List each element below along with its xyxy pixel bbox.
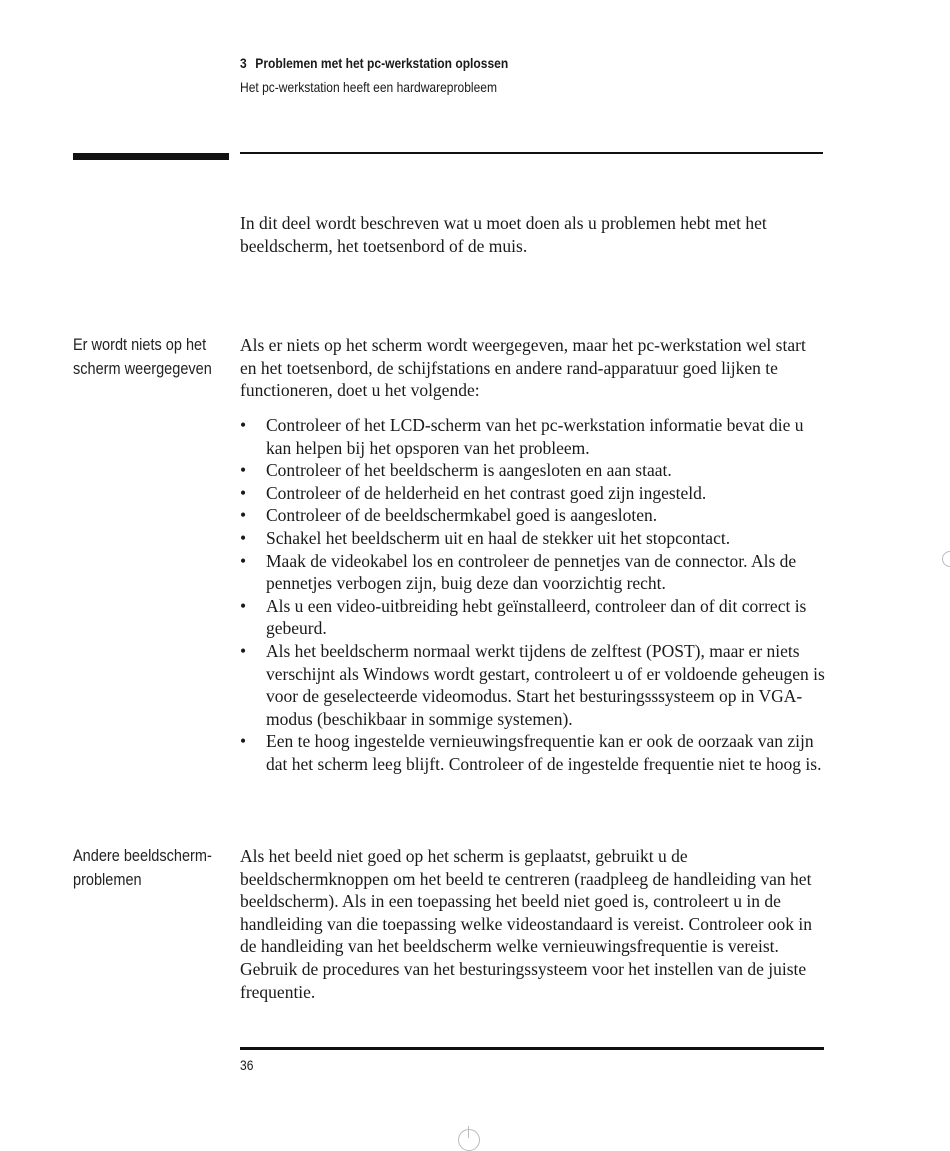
list-item-text: Controleer of het LCD-scherm van het pc-werkstation informatie bevat die u kan helpen bij het opsporen van het probleem. bbox=[266, 415, 804, 458]
bullet-icon: • bbox=[240, 640, 247, 661]
list-item-text: Maak de videokabel los en controleer de pennetjes van de connector. Als de pennetjes verbogen zijn, buig deze dan voorzichtig recht. bbox=[266, 550, 797, 594]
side-heading-other-problems: Andere beeldscherm-problemen bbox=[73, 847, 212, 889]
list-item bbox=[240, 527, 825, 550]
list-item bbox=[240, 414, 825, 459]
bullet-icon: • bbox=[240, 505, 247, 526]
list-item-text: Schakel het beeldscherm uit en haal de stekker uit het stopcontact. bbox=[266, 527, 731, 548]
list-item-text: Controleer of het beeldscherm is aangesloten en aan staat. bbox=[266, 460, 672, 481]
registration-mark-right bbox=[942, 551, 950, 567]
list-item-text: Een te hoog ingestelde vernieuwingsfrequentie kan er ook de oorzaak van zijn dat het scherm leeg blijft. Controleer of de ingestelde frequentie niet te hoog is. bbox=[266, 731, 822, 774]
bullet-icon: • bbox=[240, 415, 247, 435]
footer-rule bbox=[240, 1047, 824, 1050]
header-rule-thick bbox=[73, 153, 229, 160]
section-title: Het pc-werkstation heeft een hardwareprobleem bbox=[240, 79, 497, 95]
chapter-heading bbox=[240, 54, 508, 72]
list-item-text: Als het beeldscherm normaal werkt tijdens de zelftest (POST), maar er niets verschijnt als Windows wordt gestart, controleert u of er voldoende geheugen is voor de geselecteerde videomodus. Start het besturingsssysteem op in VGA-modus (beschikbaar in sommige systemen). bbox=[266, 640, 825, 729]
bullet-icon: • bbox=[240, 595, 247, 616]
list-item bbox=[240, 730, 825, 775]
other-problems-paragraph: Als het beeld niet goed op het scherm is geplaatst, gebruikt u de beeldschermknoppen om het beeld te centreren (raadpleeg de handleiding van het beeldscherm). Als in een toepassing het beeld niet goed is, controleert u in de handleiding van die toepassing welke videostandaard is vereist. Controleer ook in de handleiding van het beeldscherm welke vernieuwingsfrequentie is vereist. Gebruik de procedures van het besturingssysteem voor het instellen van de juiste frequentie. bbox=[240, 846, 813, 1002]
running-head bbox=[240, 54, 508, 96]
bullet-icon: • bbox=[240, 731, 247, 752]
list-item bbox=[240, 640, 825, 730]
list-item-text: Controleer of de beeldschermkabel goed is aangesloten. bbox=[266, 505, 658, 526]
troubleshooting-list bbox=[240, 414, 825, 776]
bullet-icon: • bbox=[240, 460, 247, 481]
list-item bbox=[240, 595, 825, 640]
side-heading-no-display: Er wordt niets op het scherm weergegeven bbox=[73, 336, 212, 378]
registration-mark-bottom bbox=[458, 1129, 480, 1151]
list-item bbox=[240, 504, 825, 527]
page-number: 36 bbox=[240, 1057, 254, 1073]
list-item bbox=[240, 550, 825, 595]
header-rule-thin bbox=[240, 152, 823, 154]
list-item bbox=[240, 482, 825, 505]
list-item bbox=[240, 459, 825, 482]
chapter-number: 3 bbox=[240, 55, 247, 71]
no-display-paragraph: Als er niets op het scherm wordt weergegeven, maar het pc-werkstation wel start en het toetsenbord, de schijfstations en andere rand-apparatuur goed lijken te functioneren, doet u het volgende: bbox=[240, 335, 806, 401]
list-item-text: Als u een video-uitbreiding hebt geïnstalleerd, controleer dan of dit correct is gebeurd. bbox=[266, 595, 807, 639]
bullet-icon: • bbox=[240, 550, 247, 571]
intro-paragraph: In dit deel wordt beschreven wat u moet doen als u problemen hebt met het beeldscherm, het toetsenbord of de muis. bbox=[240, 213, 767, 256]
bullet-icon: • bbox=[240, 527, 247, 548]
list-item-text: Controleer of de helderheid en het contrast goed zijn ingesteld. bbox=[266, 482, 707, 503]
chapter-title: Problemen met het pc-werkstation oplossen bbox=[255, 55, 509, 71]
bullet-icon: • bbox=[240, 482, 247, 503]
